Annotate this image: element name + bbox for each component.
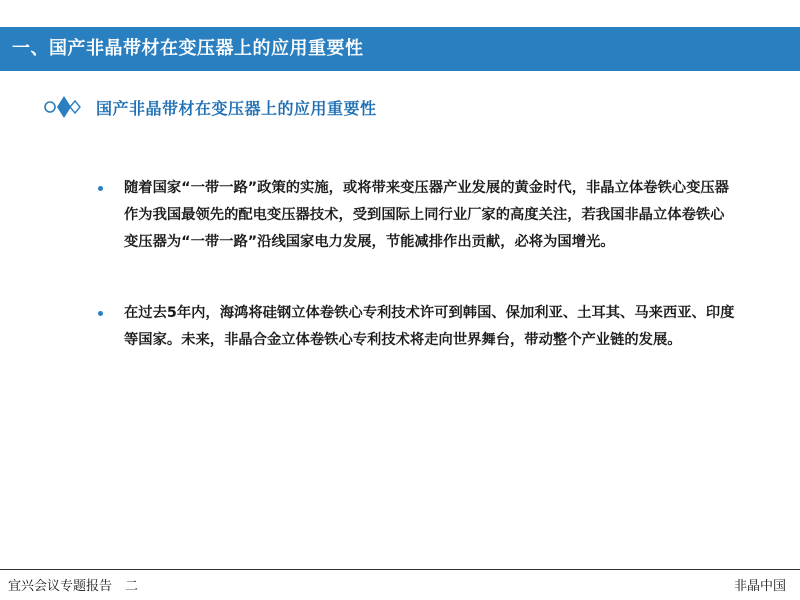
bullet-dot-icon [98, 186, 103, 191]
bullet-text: 在过去5年内，海鸿将硅钢立体卷铁心专利技术许可到韩国、保加利亚、土耳其、马来西亚、印度等国家。未来，非晶合金立体卷铁心专利技术将走向世界舞台，带动整个产业链的发展。 [124, 305, 735, 348]
page-title: 一、国产非晶带材在变压器上的应用重要性 [12, 38, 364, 59]
title-bar [0, 27, 800, 71]
footer-left-text: 宜兴会议专题报告 二 [8, 579, 139, 594]
footer-right-text: 非晶中国 [733, 579, 786, 594]
bullet-item [96, 300, 736, 354]
section-heading-text: 国产非晶带材在变压器上的应用重要性 [96, 98, 377, 118]
footer-divider [0, 569, 800, 570]
section-heading [44, 92, 377, 122]
bullet-list [96, 175, 736, 354]
bullet-dot-icon [98, 311, 103, 316]
diamond-ornament-icon [44, 92, 84, 122]
bullet-item [96, 175, 736, 256]
bullet-text: 随着国家“一带一路”政策的实施，或将带来变压器产业发展的黄金时代，非晶立体卷铁心变压器作为我国最领先的配电变压器技术，受到国际上同行业厂家的高度关注，若我国非晶立体卷铁心变压器为“一带一路”沿线国家电力发展，节能减排作出贡献，必将为国增光。 [124, 180, 729, 250]
